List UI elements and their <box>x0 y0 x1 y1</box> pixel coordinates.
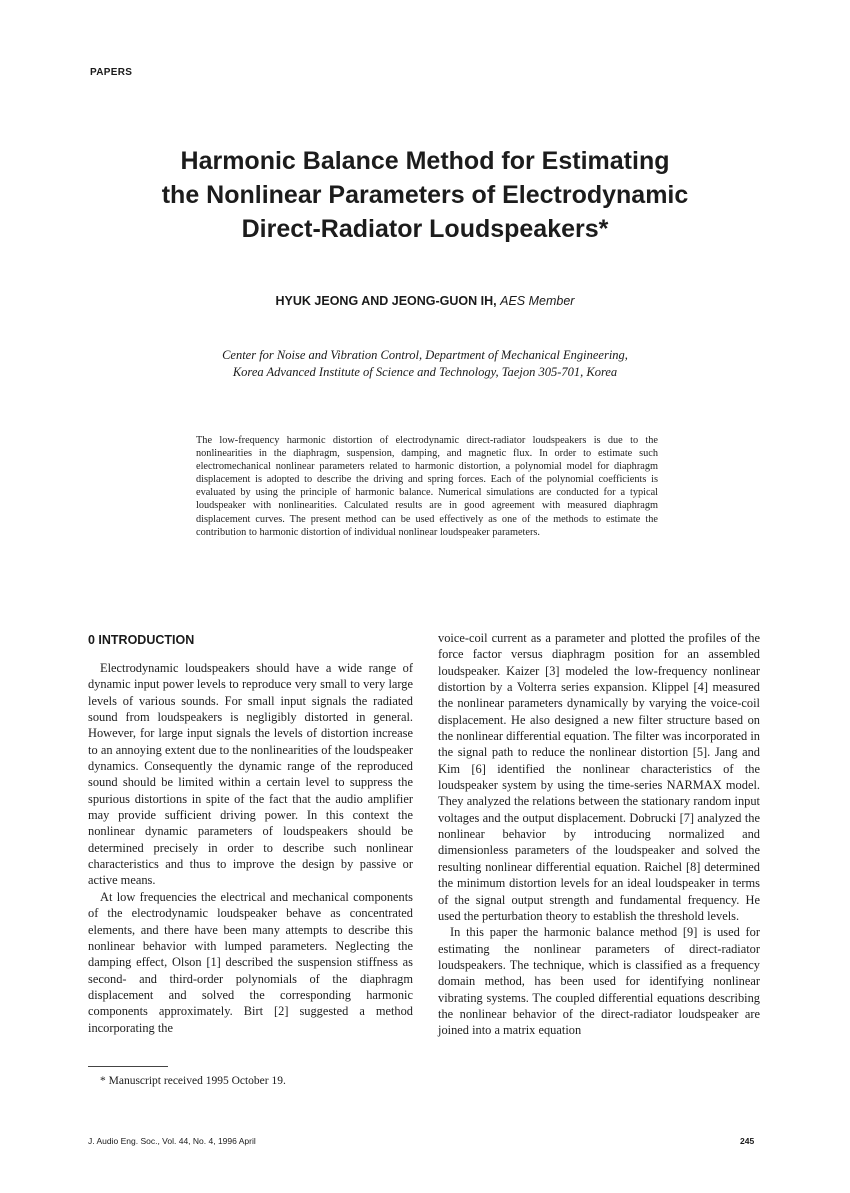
body-paragraph: In this paper the harmonic balance method [9] is used for estimating the nonlinear parameters of direct-radiator loudspeakers. The technique, which is classified as a frequency domain method, has been used for identifying nonlinear vibrating systems. The coupled differential equations describing the nonlinear behavior of the direct-radiator loudspeaker are joined into a matrix equation <box>438 925 760 1038</box>
affiliation <box>100 347 750 381</box>
body-column-right <box>438 630 760 1039</box>
title-line: the Nonlinear Parameters of Electrodynamic <box>161 181 689 209</box>
author-line <box>100 294 750 308</box>
body-paragraph: At low frequencies the electrical and mechanical components of the electrodynamic loudspeaker behave as concentrated elements, and there have been many attempts to describe this nonlinear behavior with lumped parameters. Neglecting the damping effect, Olson [1] described the suspension stiffness as second- and third-order polynomials of the diaphragm displacement and solved the corresponding harmonic components approximately. Birt [2] suggested a method incorporating the <box>88 889 413 1035</box>
title-line: Direct-Radiator Loudspeakers* <box>241 215 609 243</box>
section-heading: 0 INTRODUCTION <box>88 633 195 647</box>
page-number: 245 <box>740 1136 755 1146</box>
affiliation-line: Korea Advanced Institute of Science and Technology, Taejon 305-701, Korea <box>232 365 618 379</box>
affiliation-line: Center for Noise and Vibration Control, Department of Mechanical Engineering, <box>222 348 628 362</box>
author-membership: AES Member <box>500 294 575 308</box>
paper-title <box>100 144 750 246</box>
running-header: PAPERS <box>90 67 133 78</box>
footnote: * Manuscript received 1995 October 19. <box>100 1075 286 1087</box>
body-paragraph: Electrodynamic loudspeakers should have a wide range of dynamic input power levels to reproduce very small to very large levels of various sounds. For small input signals the radiated sound from loudspeakers is negligibly distorted in general. However, for large input signals the levels of distortion increase to an annoying extent due to the nonlinearities of the loudspeaker dynamics. Consequently the dynamic range of the reproduced sound should be limited within a certain level to suppress the spurious distortions in spite of the fact that the audio amplifier may provide sufficient driving power. In this context the nonlinear dynamic parameters of loudspeakers should be determined precisely in order to describe such nonlinear characteristics and thus to improve the design by passive or active means. <box>88 661 413 888</box>
journal-citation: J. Audio Eng. Soc., Vol. 44, No. 4, 1996 April <box>88 1136 256 1146</box>
body-column-left <box>88 660 413 1036</box>
abstract: The low-frequency harmonic distortion of electrodynamic direct-radiator loudspeakers is due to the nonlinearities in the diaphragm, suspension, damping, and magnetic flux. In order to estimate such electromechanical nonlinear parameters related to harmonic distortion, a polynomial model for diaphragm displacement is adopted to describe the driving and spring forces. Each of the polynomial coefficients is evaluated by using the principle of harmonic balance. Numerical simulations are conducted for a typical loudspeaker with nonlinearities. Calculated results are in good agreement with measured diaphragm displacement curves. The present method can be used effectively as one of the methods to estimate the contribution to harmonic distortion of individual nonlinear loudspeaker parameters. <box>196 435 658 538</box>
title-line: Harmonic Balance Method for Estimating <box>180 147 670 175</box>
footnote-divider <box>88 1066 168 1067</box>
body-paragraph: voice-coil current as a parameter and plotted the profiles of the force factor versus diaphragm position for an assembled loudspeaker. Kaizer [3] modeled the low-frequency nonlinear distortion by a Volterra series expansion. Klippel [4] measured the nonlinear parameters dynamically by varying the voice-coil displacement. He also designed a new filter structure based on the nonlinear differential equation. The filter was incorporated in the signal path to reduce the nonlinear distortion [5]. Jang and Kim [6] identified the nonlinear characteristics of the loudspeaker system by using the time-series NARMAX model. They analyzed the relations between the stationary random input voltages and the output displacement. Dobrucki [7] analyzed the nonlinear behavior by introducing normalized and dimensionless parameters of the loudspeaker and solved the resulting nonlinear differential equation. Raichel [8] determined the minimum distortion levels for an ideal loudspeaker in terms of the signal output strength and fundamental frequency. He used the perturbation theory to establish the threshold levels. <box>438 631 760 923</box>
author-names: HYUK JEONG AND JEONG-GUON IH, <box>275 294 497 308</box>
